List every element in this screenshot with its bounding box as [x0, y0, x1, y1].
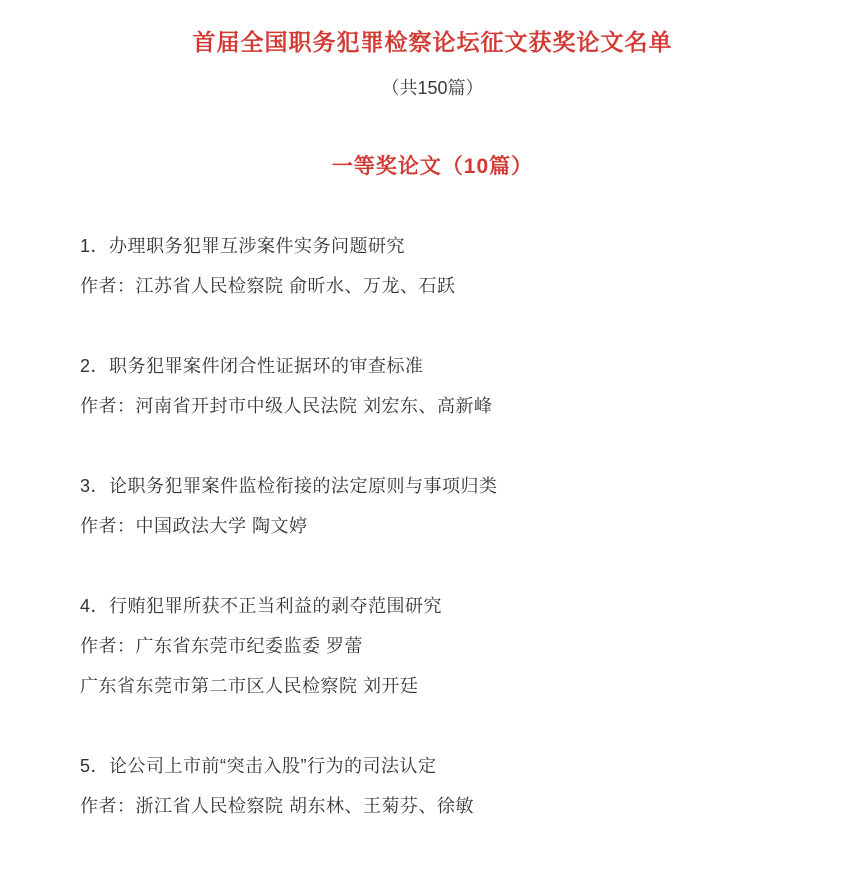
document-subtitle: （共150篇） [381, 78, 484, 98]
paper-entry [80, 746, 805, 826]
document-title: 首届全国职务犯罪检察论坛征文获奖论文名单 [192, 29, 673, 55]
paper-authors: 广东省东莞市第二市区人民检察院 刘开廷 [80, 676, 419, 696]
paper-title: 5．论公司上市前“突击入股”行为的司法认定 [80, 756, 437, 776]
paper-authors: 作者：江苏省人民检察院 俞昕水、万龙、石跃 [80, 276, 456, 296]
paper-title: 2．职务犯罪案件闭合性证据环的审查标准 [80, 356, 424, 376]
paper-title: 3．论职务犯罪案件监检衔接的法定原则与事项归类 [80, 476, 498, 496]
paper-entry [80, 586, 805, 706]
paper-title: 4．行贿犯罪所获不正当利益的剥夺范围研究 [80, 596, 443, 616]
paper-authors: 作者：中国政法大学 陶文婷 [80, 516, 308, 536]
paper-authors: 作者：浙江省人民检察院 胡东林、王菊芬、徐敏 [80, 796, 474, 816]
paper-entry [80, 466, 805, 546]
paper-entry [80, 346, 805, 426]
paper-list [80, 226, 805, 826]
paper-entry [80, 226, 805, 306]
section-heading-first-prize: 一等奖论文（10篇） [331, 155, 534, 178]
document-page [0, 28, 865, 871]
paper-title: 1．办理职务犯罪互涉案件实务问题研究 [80, 236, 406, 256]
paper-authors: 作者：河南省开封市中级人民法院 刘宏东、高新峰 [80, 396, 493, 416]
paper-authors: 作者：广东省东莞市纪委监委 罗蕾 [80, 636, 363, 656]
